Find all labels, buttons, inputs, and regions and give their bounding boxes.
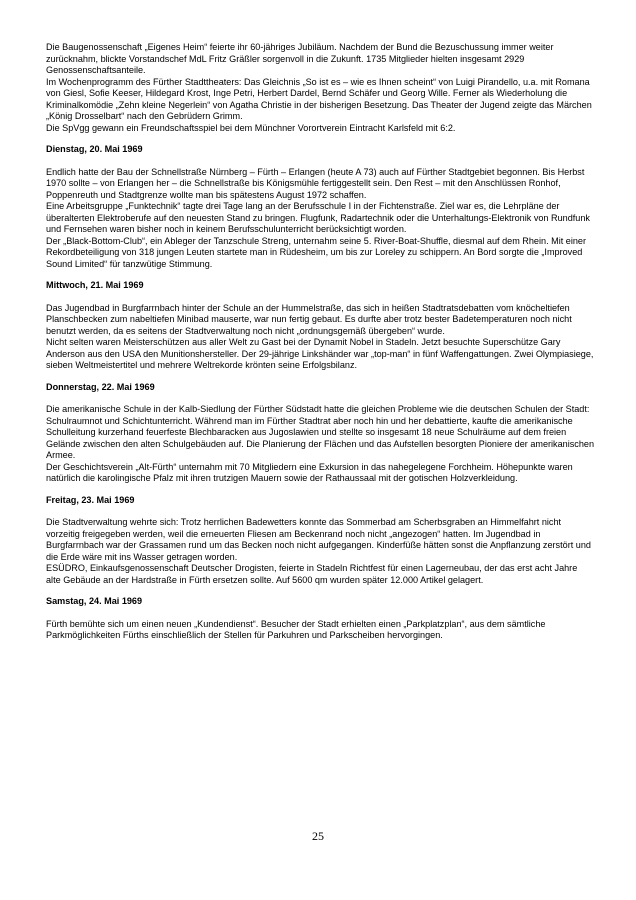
section-paragraph: Das Jugendbad in Burgfarrnbach hinter der Schule an der Hummelstraße, das sich in heißen Stadtratsdebatten vom knöcheltiefen Planschbecken zum nabeltiefen Minibad mauserte, war nun fertig gebaut. Es durfte aber trotz bester Badetemperaturen noch nicht benutzt werden, da es seitens der Stadtverwaltung noch nicht „ordnungsgemäß übergeben“ wurde. [46, 302, 572, 336]
section-heading: Dienstag, 20. Mai 1969 [46, 144, 143, 154]
section-heading: Mittwoch, 21. Mai 1969 [46, 280, 144, 290]
page-content [46, 42, 594, 642]
intro-paragraph: Die Baugenossenschaft „Eigenes Heim“ feierte ihr 60-jähriges Jubiläum. Nachdem der Bund die Bezuschussung immer weiter zurücknahm, blickte Vorstandschef MdL Fritz Gräßler sorgenvoll in die Zukunft. 1735 Mitglieder hielten insgesamt 2929 Genossenschaftsanteile. [46, 42, 554, 75]
section-paragraph: Die amerikanische Schule in der Kalb-Siedlung der Fürther Südstadt hatte die gleichen Probleme wie die deutschen Schulen der Stadt: Schulraumnot und Schichtunterricht. Während man im Fürther Stadtrat aber noch hin und her debattierte, kaufte die amerikanische Schulleitung kurzerhand feuerfeste Blechbaracken aus Jugoslawien und stellte so insgesamt 18 neue Schulräume auf dem freien Gelände zwischen den alten Schulgebäuden auf. Die Planierung der Flächen und das Aufstellen besorgten Pioniere der amerikanischen Armee. [46, 404, 595, 460]
section-paragraph: Der „Black-Bottom-Club“, ein Ableger der Tanzschule Streng, unternahm seine 5. River-Boat-Shuffle, diesmal auf dem Rhein. Mit einer Rekordbeteiligung von 318 jungen Leuten startete man in Rüdesheim, um bis zur Loreley zu schippern. An Bord sorgte die „Improved Sound Limited“ für tanzwütige Stimmung. [46, 235, 586, 269]
section-friday [46, 495, 594, 587]
intro-paragraph: Die SpVgg gewann ein Freundschaftsspiel bei dem Münchner Vorortverein Eintracht Karlsfeld mit 6:2. [46, 122, 456, 133]
section-heading: Freitag, 23. Mai 1969 [46, 494, 135, 505]
section-paragraph: ESÜDRO, Einkaufsgenossenschaft Deutscher Drogisten, feierte in Stadeln Richtfest für einen Lagerneubau, der das erst acht Jahre alte Gebäude an der Hardstraße in Fürth ersetzen sollte. Auf 5600 qm wurden später 12.000 Artikel gelagert. [46, 563, 578, 585]
section-paragraph: Nicht selten waren Meisterschützen aus aller Welt zu Gast bei der Dynamit Nobel in Stadeln. Jetzt besuchte Superschütze Gary Anderson aus den USA den Munitionshersteller. Der 29-jährige Linkshänder war „top-man“ in fünf Waffengattungen. Zwei Olympiasiege, sieben Weltmeistertitel und mehrere Weltrekorde krönten seine Erfolgsbilanz. [46, 337, 594, 370]
intro-paragraph: Im Wochenprogramm des Fürther Stadttheaters: Das Gleichnis „So ist es – wie es Ihnen scheint“ von Luigi Pirandello, u.a. mit Romana von Giesl, Sofie Keeser, Hildegard Krost, Inge Petri, Herbert Dardel, Bernd Schäfer und Georg Wille. Ferner als Wiederholung die Kriminalkomödie „Zehn kleine Negerlein“ von Agatha Christie in der bisherigen Besetzung. Das Theater der Jugend zeigte das Märchen „König Drosselbart“ nach den Gebrüdern Grimm. [46, 76, 592, 121]
section-paragraph: Der Geschichtsverein „Alt-Fürth“ unternahm mit 70 Mitgliedern eine Exkursion in das nahegelegene Forchheim. Höhepunkte waren natürlich die karolingische Pfalz mit ihren trutzigen Mauern sowie der Rathaussaal mit der gotischen Holzverkleidung. [46, 461, 573, 483]
section-thursday [46, 382, 594, 485]
section-wednesday [46, 280, 594, 372]
section-paragraph: Endlich hatte der Bau der Schnellstraße Nürnberg – Fürth – Erlangen (heute A 73) auch auf Fürther Stadtgebiet begonnen. Bis Herbst 1970 sollte – von Erlangen her – die Schnellstraße bis Königsmühle fertiggestellt sein. Den Rest – mit den Anschlüssen Ronhof, Poppenreuth und Stadtgrenze wollte man bis spätestens August 1972 schaffen. [46, 166, 585, 200]
section-paragraph: Eine Arbeitsgruppe „Funktechnik“ tagte drei Tage lang an der Berufsschule I in der Fichtenstraße. Ziel war es, die Lehrpläne der überalterten Elektroberufe auf den neuesten Stand zu bringen. Flugfunk, Radartechnik oder die Unterhaltungs-Elektronik von Rundfunk und Fernsehen waren bisher noch in keinem Berufsschulunterricht berücksichtigt worden. [46, 201, 590, 234]
section-heading: Donnerstag, 22. Mai 1969 [46, 381, 155, 392]
section-saturday [46, 596, 594, 642]
page-number: 25 [312, 829, 324, 843]
section-paragraph: Die Stadtverwaltung wehrte sich: Trotz herrlichen Badewetters konnte das Sommerbad am Scherbsgraben an Himmelfahrt nicht vorzeitig freigegeben werden, weil die erneuerten Fliesen am Beckenrand noch nicht „angezogen“ hatten. Im Jugendbad in Burgfarrnbach war der Grassamen rund um das Becken noch nicht aufgegangen. Kinderfüße hätten sonst die Anpflanzung zerstört und die Erde wäre mit ins Wasser getragen worden. [46, 517, 591, 562]
section-heading: Samstag, 24. Mai 1969 [46, 596, 143, 606]
section-paragraph: Fürth bemühte sich um einen neuen „Kundendienst“. Besucher der Stadt erhielten einen „Parkplatzplan“, aus dem sämtliche Parkmöglichkeiten Fürths einschließlich der Stellen für Parkuhren und Parkscheiben hervorgingen. [46, 618, 546, 640]
intro-block [46, 42, 594, 134]
section-tuesday [46, 144, 594, 270]
